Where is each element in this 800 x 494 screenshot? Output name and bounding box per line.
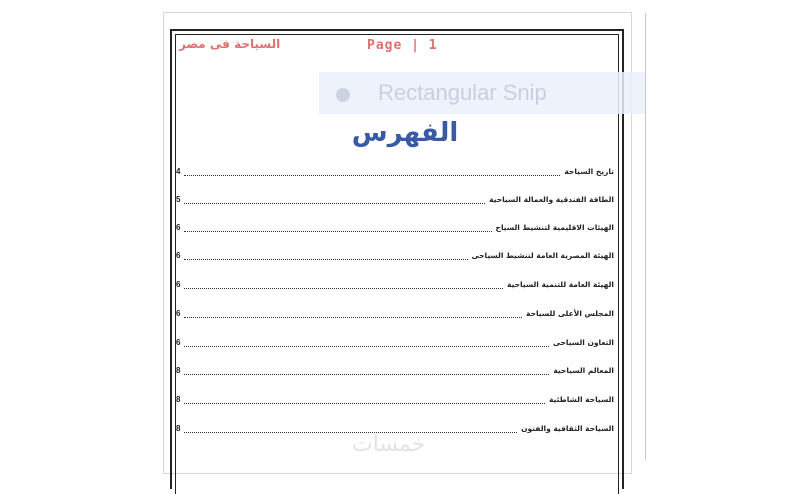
toc-entry[interactable] (176, 223, 614, 237)
toc-entry-label: الهيئة العامة للتنمية السياحية (506, 280, 614, 289)
page-number-header: Page | 1 (367, 38, 438, 53)
toc-leader-dots (184, 203, 485, 204)
toc-page-number: 6 (176, 338, 181, 347)
page-edge-divider (645, 13, 646, 460)
toc-entry[interactable] (176, 309, 614, 323)
toc-entry-label: الهيئات الاقليمية لتنشيط السياح (495, 223, 614, 232)
toc-page-number: 4 (176, 167, 181, 176)
toc-entry-label: السياحة الثقافية والفنون (521, 424, 614, 433)
snip-mode-label: Rectangular Snip (378, 80, 547, 105)
toc-entry[interactable] (176, 167, 614, 181)
toc-leader-dots (184, 432, 517, 433)
toc-entry[interactable] (176, 280, 614, 294)
toc-entry[interactable] (176, 366, 614, 380)
toc-entry[interactable] (176, 395, 614, 409)
toc-page-number: 6 (176, 223, 181, 232)
toc-entry-label: المعالم السياحية (553, 366, 614, 375)
toc-entry[interactable] (176, 251, 614, 265)
document-header-title: السياحة فى مصر (179, 37, 281, 51)
toc-leader-dots (184, 374, 549, 375)
watermark: خمسات (352, 432, 426, 457)
toc-leader-dots (184, 175, 560, 176)
toc-page-number: 6 (176, 251, 181, 260)
toc-page-number: 6 (176, 309, 181, 318)
toc-entry-label: الطاقة الفندقية والعمالة السياحية (489, 195, 614, 204)
toc-leader-dots (184, 288, 503, 289)
toc-leader-dots (184, 346, 549, 347)
toc-entry-label: الهيئة المصرية العامة لتنشيط السياحى (471, 251, 614, 260)
toc-entry-label: التعاون السياحى (552, 338, 614, 347)
toc-entry[interactable] (176, 195, 614, 209)
toc-page-number: 6 (176, 280, 181, 289)
toc-leader-dots (184, 317, 522, 318)
toc-entry-label: تاريخ السياحة (564, 167, 614, 176)
snip-mode-icon (336, 88, 350, 102)
toc-page-number: 8 (176, 366, 181, 375)
toc-leader-dots (184, 403, 545, 404)
toc-leader-dots (184, 259, 468, 260)
toc-entry[interactable] (176, 338, 614, 352)
toc-page-number: 8 (176, 424, 181, 433)
toc-entry-label: السياحة الشاطئية (548, 395, 614, 404)
toc-page-number: 8 (176, 395, 181, 404)
toc-title: الفهرس (351, 118, 459, 148)
toc-leader-dots (184, 231, 492, 232)
toc-page-number: 5 (176, 195, 181, 204)
toc-entry-label: المجلس الأعلى للسياحة (526, 309, 614, 318)
